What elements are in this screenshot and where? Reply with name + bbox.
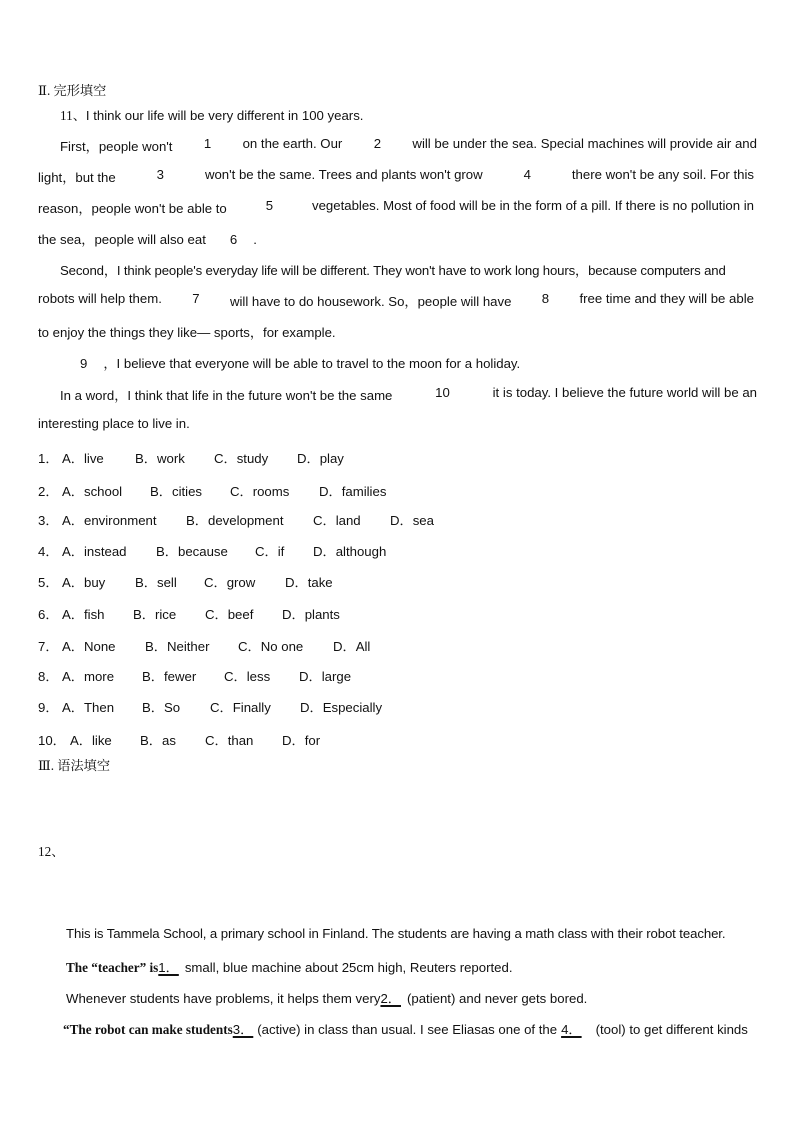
grammar-line: [66, 957, 513, 977]
option-c[interactable]: C．study: [214, 451, 269, 466]
passage-line: [80, 353, 520, 372]
passage-text: “The robot can make students: [63, 1022, 233, 1037]
option-c[interactable]: C．than: [205, 733, 254, 748]
option-row: [38, 730, 438, 750]
option-d[interactable]: D．although: [313, 544, 387, 559]
option-a[interactable]: A．instead: [62, 544, 127, 559]
option-b[interactable]: B．So: [142, 700, 181, 715]
option-b[interactable]: B．cities: [150, 484, 203, 499]
passage-text: to enjoy the things they like— sports，for example.: [38, 325, 336, 340]
passage-line: [60, 385, 757, 404]
option-number: 4．: [38, 544, 59, 559]
option-c[interactable]: C．grow: [204, 575, 256, 590]
option-row: [38, 572, 438, 592]
blank-number: 5: [265, 198, 274, 213]
passage-text: In a word，I think that life in the future won't be the same: [60, 388, 393, 403]
blank-number: 7: [192, 291, 200, 306]
option-a[interactable]: A．like: [70, 733, 112, 748]
option-b[interactable]: B．development: [186, 513, 284, 528]
blank-4[interactable]: 4．: [561, 1022, 582, 1037]
option-a[interactable]: A．live: [62, 451, 104, 466]
option-row: [38, 604, 438, 624]
passage-text: Second，I think people's everyday life will be different. They won't have to work long hours，because computers and: [60, 263, 726, 278]
passage-line: [60, 136, 757, 155]
option-number: 9．: [38, 700, 59, 715]
option-a[interactable]: A．buy: [62, 575, 106, 590]
option-c[interactable]: C．Finally: [210, 700, 271, 715]
option-b[interactable]: B．rice: [133, 607, 177, 622]
option-number: 7．: [38, 639, 59, 654]
passage-text: This is Tammela School, a primary school in Finland. The students are having a math class with their robot teacher.: [66, 926, 726, 941]
passage-text: (active) in class than usual. I see Eliasas one of the: [257, 1022, 558, 1037]
passage-text: small, blue machine about 25cm high, Reuters reported.: [184, 960, 513, 975]
passage-text: won't be the same. Trees and plants won't grow: [204, 167, 483, 182]
option-row: [38, 481, 438, 501]
blank-2[interactable]: 2．: [380, 991, 401, 1006]
passage-text: (tool) to get different kinds: [595, 1022, 748, 1037]
passage-text: will have to do housework. So，people will have: [229, 294, 512, 309]
option-number: 3．: [38, 513, 59, 528]
option-d[interactable]: D．families: [319, 484, 387, 499]
option-b[interactable]: B．fewer: [142, 669, 197, 684]
passage-text: there won't be any soil. For this: [571, 167, 754, 182]
passage-line: [38, 322, 336, 341]
blank-number: 8: [541, 291, 550, 306]
passage-line: [38, 198, 754, 217]
blank-number: 2: [373, 136, 382, 151]
passage-text: vegetables. Most of food will be in the form of a pill. If there is no pollution in: [311, 198, 754, 213]
option-row: [38, 448, 438, 468]
blank-1[interactable]: 1．: [158, 960, 179, 975]
option-c[interactable]: C．rooms: [230, 484, 290, 499]
option-number: 10．: [38, 733, 66, 748]
option-row: [38, 666, 438, 686]
passage-text: (patient) and never gets bored.: [406, 991, 588, 1006]
section-2-heading: Ⅱ. 完形填空: [38, 83, 107, 98]
option-c[interactable]: C．beef: [205, 607, 254, 622]
option-number: 2．: [38, 484, 59, 499]
option-d[interactable]: D．Especially: [300, 700, 383, 715]
option-d[interactable]: D．take: [285, 575, 333, 590]
passage-text: reason，people won't be able to: [38, 201, 227, 216]
option-number: 1．: [38, 451, 59, 466]
section-3-heading: Ⅲ. 语法填空: [38, 758, 111, 773]
option-number: 6．: [38, 607, 59, 622]
option-a[interactable]: A．school: [62, 484, 123, 499]
option-number: 5．: [38, 575, 59, 590]
option-d[interactable]: D．plants: [282, 607, 340, 622]
passage-text: I think our life will be very different in 100 years.: [85, 108, 364, 123]
passage-line: [38, 167, 754, 186]
passage-text: .: [253, 232, 257, 247]
grammar-line: [63, 1019, 748, 1039]
option-b[interactable]: B．work: [135, 451, 185, 466]
blank-number: 10: [435, 385, 450, 400]
blank-number: 9: [80, 356, 88, 371]
passage-text: ，I believe that everyone will be able to travel to the moon for a holiday.: [103, 356, 521, 371]
passage-line: [38, 229, 257, 248]
option-row: [38, 636, 438, 656]
passage-text: will be under the sea. Special machines will provide air and: [412, 136, 757, 151]
blank-number: 6: [229, 232, 238, 247]
option-c[interactable]: C．less: [224, 669, 271, 684]
option-c[interactable]: C．land: [313, 513, 361, 528]
option-b[interactable]: B．as: [140, 733, 176, 748]
option-d[interactable]: D．large: [299, 669, 352, 684]
question-11-intro: [60, 105, 363, 125]
option-number: 8．: [38, 669, 59, 684]
option-d[interactable]: D．sea: [390, 513, 434, 528]
passage-line: [38, 416, 190, 431]
option-a[interactable]: A．fish: [62, 607, 105, 622]
option-b[interactable]: B．Neither: [145, 639, 210, 654]
grammar-line: [66, 926, 725, 941]
passage-text: robots will help them.: [38, 291, 162, 306]
passage-text: it is today. I believe the future world will be an: [492, 385, 757, 400]
option-a[interactable]: A．Then: [62, 700, 115, 715]
option-a[interactable]: A．None: [62, 639, 116, 654]
blank-3[interactable]: 3．: [232, 1022, 254, 1037]
passage-line: [38, 291, 754, 310]
option-row: [38, 697, 438, 717]
option-a[interactable]: A．more: [62, 669, 115, 684]
passage-text: interesting place to live in.: [38, 416, 190, 431]
option-c[interactable]: C．No one: [238, 639, 304, 654]
blank-number: 3: [156, 167, 164, 182]
question-number: 11、: [60, 108, 86, 123]
option-b[interactable]: B．because: [156, 544, 228, 559]
option-b[interactable]: B．sell: [135, 575, 177, 590]
option-row: [38, 510, 458, 530]
blank-number: 1: [203, 136, 212, 151]
option-c[interactable]: C．if: [255, 544, 285, 559]
passage-line: [60, 260, 726, 279]
option-d[interactable]: D．play: [297, 451, 344, 466]
passage-text: free time and they will be able: [579, 291, 754, 306]
passage-text: on the earth. Our: [242, 136, 343, 151]
passage-text: Whenever students have problems, it helps them very: [66, 991, 381, 1006]
option-d[interactable]: D．for: [282, 733, 321, 748]
option-row: [38, 541, 438, 561]
question-12-label: 12、: [38, 844, 65, 859]
passage-text: the sea，people will also eat: [38, 232, 206, 247]
passage-text: The “teacher” is: [66, 960, 159, 975]
passage-text: light，but the: [38, 170, 116, 185]
grammar-line: [66, 988, 587, 1007]
option-d[interactable]: D．All: [333, 639, 371, 654]
blank-number: 4: [523, 167, 531, 182]
passage-text: First，people won't: [60, 139, 173, 154]
option-a[interactable]: A．environment: [62, 513, 157, 528]
